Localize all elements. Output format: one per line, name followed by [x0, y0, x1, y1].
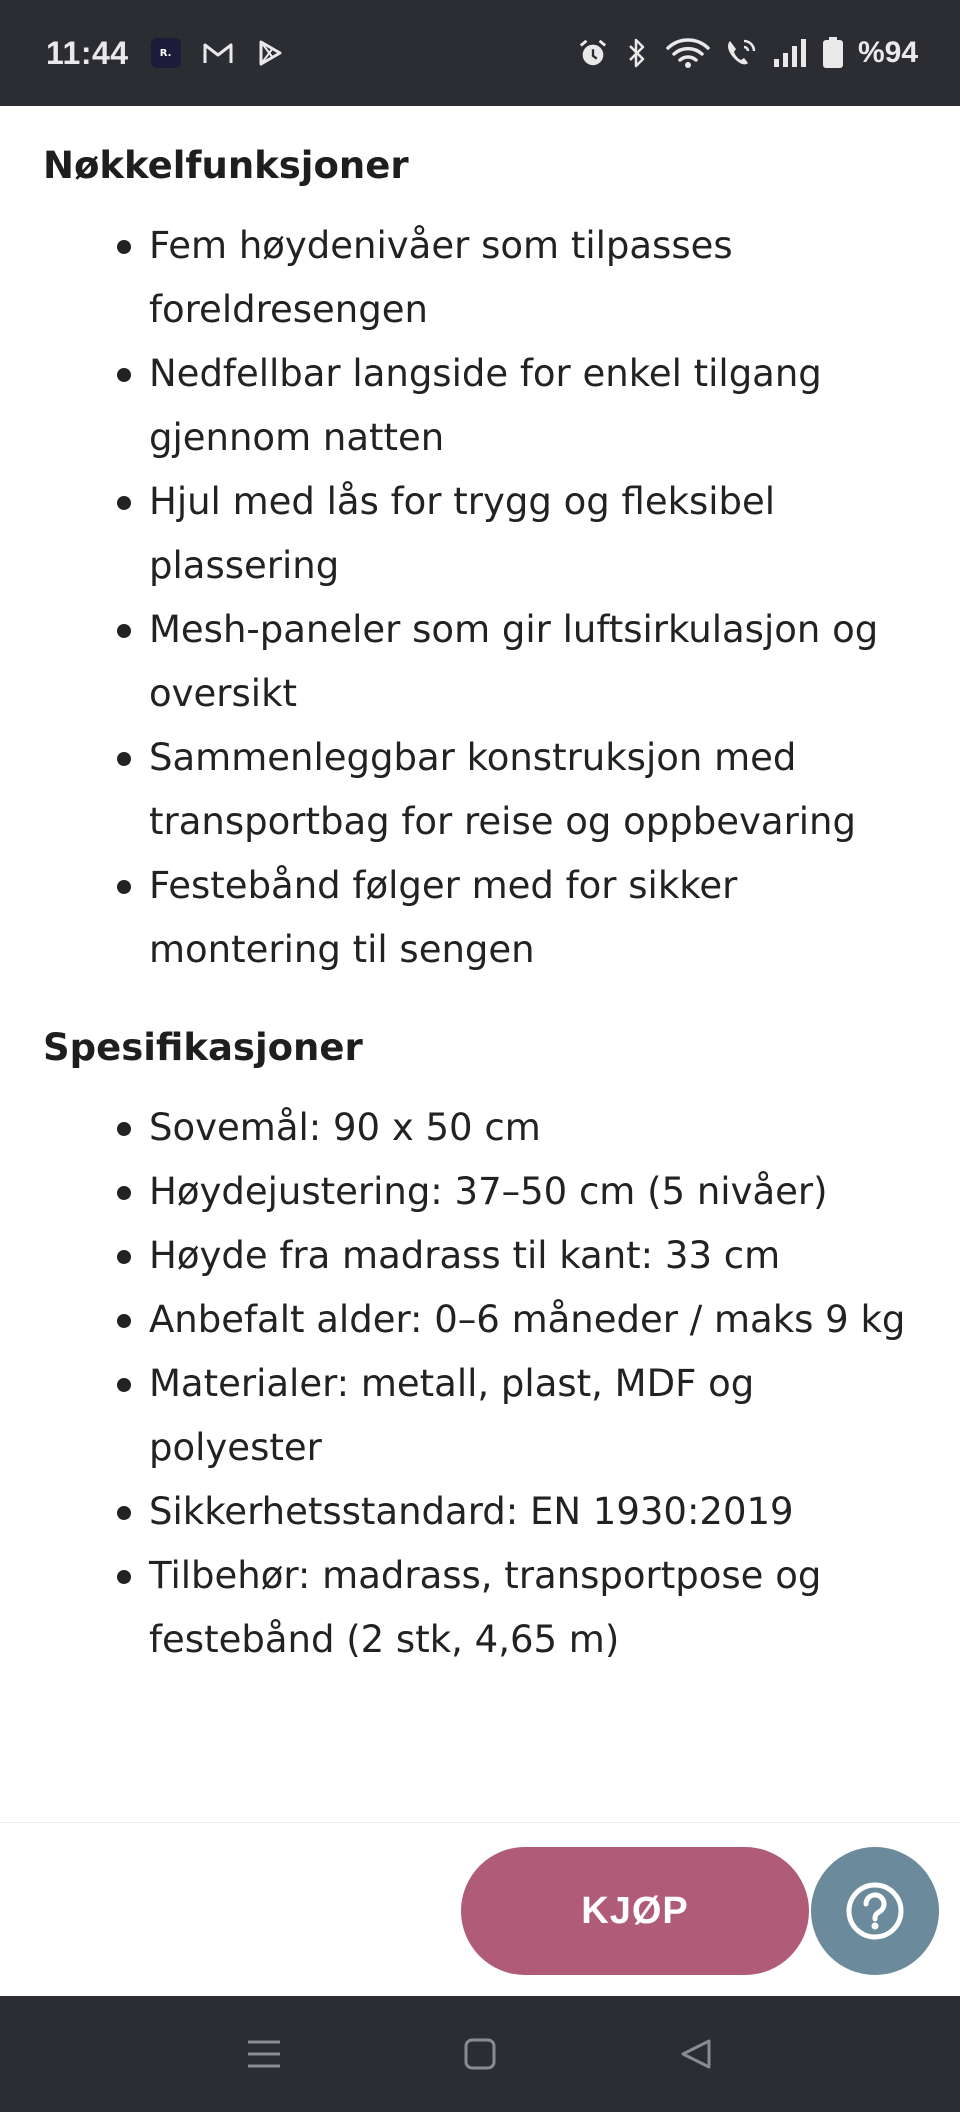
- list-item: Høyde fra madrass til kant: 33 cm: [43, 1224, 916, 1288]
- specifications-list: [43, 1096, 916, 1672]
- alarm-icon: [578, 38, 608, 68]
- list-item: Tilbehør: madrass, transportpose og festebånd (2 stk, 4,65 m): [43, 1544, 916, 1672]
- battery-icon: [822, 38, 844, 68]
- back-icon: [679, 2037, 713, 2071]
- product-description[interactable]: [0, 106, 960, 1822]
- list-item: Hjul med lås for trygg og fleksibel plassering: [43, 470, 916, 598]
- recent-apps-button[interactable]: [156, 1996, 372, 2112]
- list-item: Sikkerhetsstandard: EN 1930:2019: [43, 1480, 916, 1544]
- help-button[interactable]: [811, 1847, 939, 1975]
- question-circle-icon: [844, 1880, 906, 1942]
- list-item: Mesh-paneler som gir luftsirkulasjon og oversikt: [43, 598, 916, 726]
- recent-apps-icon: [246, 2038, 282, 2070]
- r-app-icon: R.: [151, 38, 181, 68]
- section-heading-key-features: Nøkkelfunksjoner: [43, 144, 409, 187]
- status-bar: [0, 0, 960, 106]
- wifi-icon: [666, 38, 710, 68]
- wifi-call-icon: [724, 38, 758, 68]
- buy-button[interactable]: KJØP: [461, 1847, 809, 1975]
- key-features-list: [43, 214, 916, 982]
- navigation-bar: [0, 1996, 960, 2112]
- gmail-icon: [203, 38, 233, 68]
- status-left: [46, 35, 285, 72]
- status-time: 11:44: [46, 34, 129, 71]
- list-item: Sammenleggbar konstruksjon med transportbag for reise og oppbevaring: [43, 726, 916, 854]
- list-item: Anbefalt alder: 0–6 måneder / maks 9 kg: [43, 1288, 916, 1352]
- list-item: Nedfellbar langside for enkel tilgang gjennom natten: [43, 342, 916, 470]
- bluetooth-icon: [622, 38, 652, 68]
- list-item: Festebånd følger med for sikker montering til sengen: [43, 854, 916, 982]
- signal-icon: [772, 38, 808, 68]
- battery-level: %94: [857, 36, 918, 69]
- status-right: [578, 36, 918, 70]
- list-item: Høydejustering: 37–50 cm (5 nivåer): [43, 1160, 916, 1224]
- section-heading-specifications: Spesifikasjoner: [43, 1026, 363, 1069]
- bottom-action-bar: [0, 1822, 960, 1996]
- list-item: Sovemål: 90 x 50 cm: [43, 1096, 916, 1160]
- list-item: Materialer: metall, plast, MDF og polyester: [43, 1352, 916, 1480]
- play-icon: [255, 38, 285, 68]
- back-button[interactable]: [588, 1996, 804, 2112]
- home-icon: [463, 2037, 497, 2071]
- list-item: Fem høydenivåer som tilpasses foreldresengen: [43, 214, 916, 342]
- home-button[interactable]: [372, 1996, 588, 2112]
